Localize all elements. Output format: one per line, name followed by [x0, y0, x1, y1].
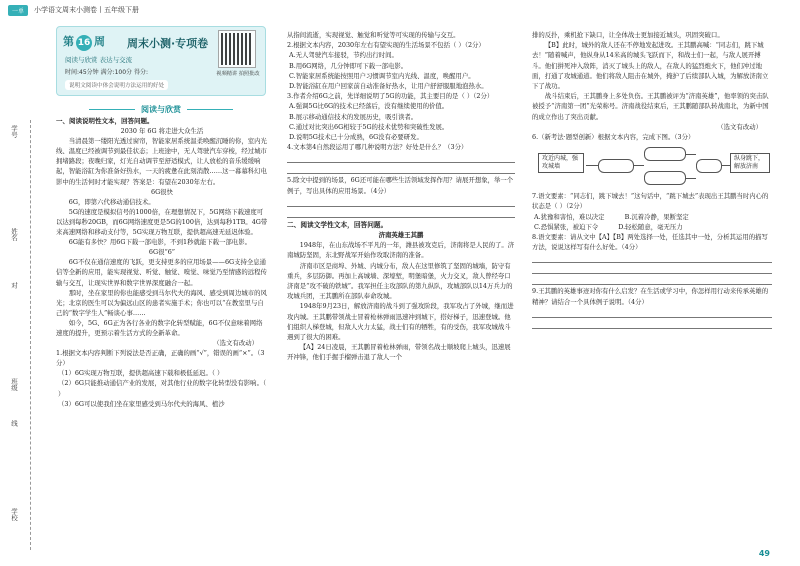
answer-line[interactable]	[287, 197, 515, 207]
article2-paragraph: 济南市区是商埠、外城、内城分布，敌人在这里修筑了坚固的城墙，防守有重兵，多层防御。再加上高城墙、深壕堑，明堡暗堡，火力交叉，敌人曾经夸口济南是“攻不破的铁城”。我军担任主攻部队的第九纵队，攻城部队以14万兵力的攻城兵团，王其鹏所在部队奉命攻城。	[287, 261, 513, 301]
question-2: 2.根据文本内容，2030年左右有望实现的生活场景不包括（ ）（2分）	[287, 41, 485, 50]
qr-code-icon[interactable]	[219, 31, 255, 67]
answer-line[interactable]	[532, 275, 772, 285]
article1-paragraph: 那时，坐在家里的你也能感受到马尔代夫的海风、感受到周边城市的风光；北京的医生可以为偏远山区的患者实施手术；你也可以“在教室里与自己的“数字学生人”畅谈心事……	[56, 288, 267, 317]
answer-line[interactable]	[532, 308, 772, 318]
sidebar-school-label: 学校	[10, 508, 18, 521]
column-2	[287, 30, 515, 363]
week-number: 16	[76, 35, 92, 51]
sidebar-cut-label: 对	[10, 282, 18, 289]
question-1: 1.根据文本内容判断下列说法是否正确，正确的画“√”，错误的画“×”。（3分）	[56, 349, 265, 368]
flow-blank[interactable]	[644, 171, 686, 185]
week-goal: 说明文阅读中体会说明方法运用的好处	[65, 80, 168, 90]
question-7-option-b[interactable]: B.沉着冷静，果断坚定	[624, 212, 689, 221]
article2-paragraph: 【B】此时，城外的敌人还在不停地发起进攻。王其鹏高喊：“同志们，跳下城去！”随着喊声，他纵身从14米高的城头飞跃而下，和战士们一起，与敌人展开搏斗。他们拼死冲入敌阵，消灭了城头上的敌人，在敌人的猛烈炮火下，他们冲过地面，打通了攻城通道。他们将敌人阻击在城外，掩护了后续部队入城，为解放济南立下了战功。	[532, 41, 769, 91]
article1-paragraph: 如今，5G、6G正为各行各业的数字化转型赋能，6G不仅意味着网络速度的提升，更预示着生活方式的全新革命。	[56, 318, 263, 337]
sidebar-student-id-label: 学号	[10, 125, 18, 138]
article2-paragraph: 【A】24日凌晨，王其鹏冒着枪林弹雨，带领名战士顺坡爬上城头，迅速展开冲锋，他们手握手榴弹击退了敌人一个	[287, 343, 511, 362]
week-box	[56, 26, 266, 96]
answer-line[interactable]	[532, 253, 772, 263]
answer-line[interactable]	[532, 319, 772, 329]
question-1-item[interactable]: （2）6G只能推动通信产业的发展，对其他行业的数字化转型没有影响。（ ）	[58, 379, 267, 398]
part1-title: 一、阅读说明性文本，回答问题。	[56, 117, 154, 125]
question-7-option-a[interactable]: A.犹豫和害怕，难以决定	[534, 212, 605, 221]
flow-diagram	[532, 145, 772, 189]
article1-paragraph: 6G，即第六代移动通信技术。	[68, 197, 155, 206]
qr-caption: 视频精讲 拍照批改	[216, 71, 260, 77]
column-3	[532, 30, 772, 330]
part2-title: 二、阅读文学性文本，回答问题。	[287, 220, 388, 229]
question-6: 6.（新考法·题型创新）根据文本内容，完成下图。（3分）	[532, 133, 695, 142]
flow-start-box: 攻近内城，强攻城墙	[538, 153, 584, 173]
question-7-options-row	[532, 212, 772, 222]
flow-connector	[686, 154, 696, 155]
question-3: 3.作者介绍6G之前，先详细说明了5G的功能，其主要目的是（ ）（2分）	[287, 92, 494, 101]
question-9: 9.王其鹏的英雄事迹对你有什么启发？在生活或学习中，你怎样用行动来传承英雄的精神？请结合一个具体例子说明。（4分）	[532, 287, 769, 306]
flow-connector	[722, 165, 730, 166]
page-number: 49	[758, 549, 770, 558]
article1-paragraph: 5G的速度是模拟信号的1000倍，在理想情况下，5G网络下载速度可以达到每秒20GB，而6G网络速度更是5G的100倍，达到每秒1TB。4G带来高速网络和移动支付等，5G实现万物互联，提供超高速无延迟体验。	[56, 207, 268, 237]
answer-line[interactable]	[287, 164, 515, 174]
question-3-option-d[interactable]: D.说明5G技术已十分成熟，6G没有必要研发。	[289, 133, 423, 142]
week-badge	[63, 33, 105, 51]
question-7: 7.语文要素：“同志们，跳下城去！”这句话中，“跳下城去”表现出王其鹏当时内心的状态是（ ）（2分）	[532, 192, 769, 211]
answer-line[interactable]	[287, 153, 515, 163]
article2-paragraph: 1948年，在山东战场不平凡的一年，潍县被攻克后，济南将是人民的了。济南城防坚固，东北野战军开始作攻取济南的准备。	[287, 241, 515, 260]
article1-source: （选文有改动）	[213, 339, 258, 348]
answer-line[interactable]	[532, 264, 772, 274]
sidebar-line-label: 线	[10, 420, 18, 427]
article2-paragraph: 排的反扑，乘机抢下缺口，让全体战士更加接近城头，巩固突破口。	[532, 31, 724, 39]
week-meta: 时间:45分钟 满分:100分 得分:	[65, 69, 148, 76]
question-1-item[interactable]: （3）6G可以使我们坐在家里感受到马尔代夫的海风、植沙	[58, 399, 225, 408]
week-subtitle: 阅读与欣赏 表达与交流	[65, 56, 133, 64]
question-2-option-c[interactable]: C.智能家居系统能按照用户习惯调节室内光线、温度，唤醒用户。	[289, 71, 475, 80]
running-head: 小学语文周末小测卷丨五年级下册	[34, 6, 139, 14]
question-8: 8.语文要素：请从文中【A】【B】两处选择一处，任选其中一处，分析其运用的描写方法，说说这样写有什么好处。（4分）	[532, 233, 768, 252]
flow-connector	[586, 165, 598, 166]
article1-paragraph: 当清晨第一缕阳光透过窗帘，智能家居系统温柔唤醒沉睡的你，室内光线、温度已经被调节到最佳状态；上班途中，无人驾驶汽车穿梭，经过城市拥堵路段；夜晚归家，灯光自动调节至舒适模式，让人放松的音乐缓缓响起，智能浴缸为你准备好热水，一天的疲惫在此刻消散……这一幕幕科幻电影中的生活何时才能实现？答案是：有望在2030年左右。	[56, 137, 267, 186]
question-1-item[interactable]: （1）6G实现万物互联，提供超高速下载和极低延迟。（ ）	[58, 369, 224, 378]
article2-paragraph: 战斗结束后，王其鹏身上多处负伤。王其鹏被评为“济南英雄”，他率领的突击队被授予“济南第一团”光荣称号。济南战役结束后，王其鹏随部队转战南北，为新中国的成立作出了突出贡献。	[532, 92, 769, 121]
section-title: 阅读与欣赏	[56, 104, 266, 115]
article1-paragraph: 6G能有多快？用6G下载一部电影，不到1秒就能下载一部电影。	[68, 238, 251, 247]
column-1	[56, 116, 268, 409]
question-7-options-row	[532, 222, 772, 232]
question-4: 4.文本第4自然段运用了哪几种说明方法？好处是什么？（3分）	[287, 143, 468, 152]
flow-blank[interactable]	[598, 159, 634, 173]
sidebar-class-label: 班级	[10, 378, 18, 391]
flow-connector	[634, 165, 644, 166]
question-2-option-b[interactable]: B.用6G网络，几分钟即可下载一部电影。	[289, 61, 408, 70]
question-2-option-a[interactable]: A.无人驾驶汽车接驳，节约出行时间。	[289, 51, 398, 60]
article2-title: 济南英雄王其鹏	[378, 231, 424, 240]
article1-heading: 6G很“6”	[148, 248, 176, 257]
question-7-option-c[interactable]: C.恐惧紧张，被迫下令	[534, 222, 599, 231]
answer-line[interactable]	[287, 208, 515, 218]
question-3-option-c[interactable]: C.通过对比突出6G相较于5G的技术优势和突破性发展。	[289, 122, 449, 131]
flow-connector	[686, 178, 696, 179]
flow-blank[interactable]	[696, 159, 722, 173]
question-2-option-d[interactable]: D.智能浴缸在用户回家前自动准备好热水，让用户舒舒服服地泡热水。	[289, 82, 488, 91]
week-prefix: 第	[63, 35, 74, 48]
question-3-option-a[interactable]: A.强调5G比6G的技术已经落后，没有继续使用的价值。	[289, 102, 449, 111]
question-5: 5.除文中提到的场景，6G还可能在哪些生活领域发挥作用？请展开想象，举一个例子，写出具体的应用场景。（4分）	[287, 176, 514, 195]
question-1-continued: 从指间流逝，实现视觉、触觉和听觉等可实现的传输与交互。	[287, 31, 460, 39]
article1-title: 2030 年 6G 将走进大众生活	[120, 127, 204, 136]
article2-source: （选文有改动）	[717, 122, 762, 131]
flow-blank[interactable]	[644, 147, 686, 161]
week-title: 周末小测·专项卷	[127, 37, 209, 50]
article2-paragraph: 1948年9月23日，解放济南的战斗到了强攻阶段，我军攻占了外城，继而进攻内城。王其鹏带领战士冒着枪林弹雨迅速冲到城下，搭好梯子，迅速登城。他们组织人梯登城，但敌人火力太猛，战士们有的牺牲，有的受伤，我军攻城战斗遇到了很大的困难。	[287, 302, 514, 342]
week-suffix: 周	[94, 35, 105, 48]
article1-heading: 6G很快	[151, 187, 173, 196]
cut-line	[30, 120, 31, 550]
unit-tag: 一单	[8, 5, 28, 16]
question-7-option-d[interactable]: D.轻松随意，毫无压力	[618, 222, 683, 231]
question-3-option-b[interactable]: B.展示移动通信技术的发展历史，吸引读者。	[289, 112, 418, 121]
flow-end-box: 纵身跳下，解放济南	[730, 153, 770, 173]
article1-paragraph: 6G不仅在通信速度的飞跃，更支持更多的应用场景——6G支持全息通信等全新的应用，能实现视觉、听觉、触觉、嗅觉、味觉乃至情感的远程传输与交互，让现实世界和数字世界深度融合一起。	[56, 258, 267, 287]
sidebar-name-label: 姓名	[10, 228, 18, 241]
